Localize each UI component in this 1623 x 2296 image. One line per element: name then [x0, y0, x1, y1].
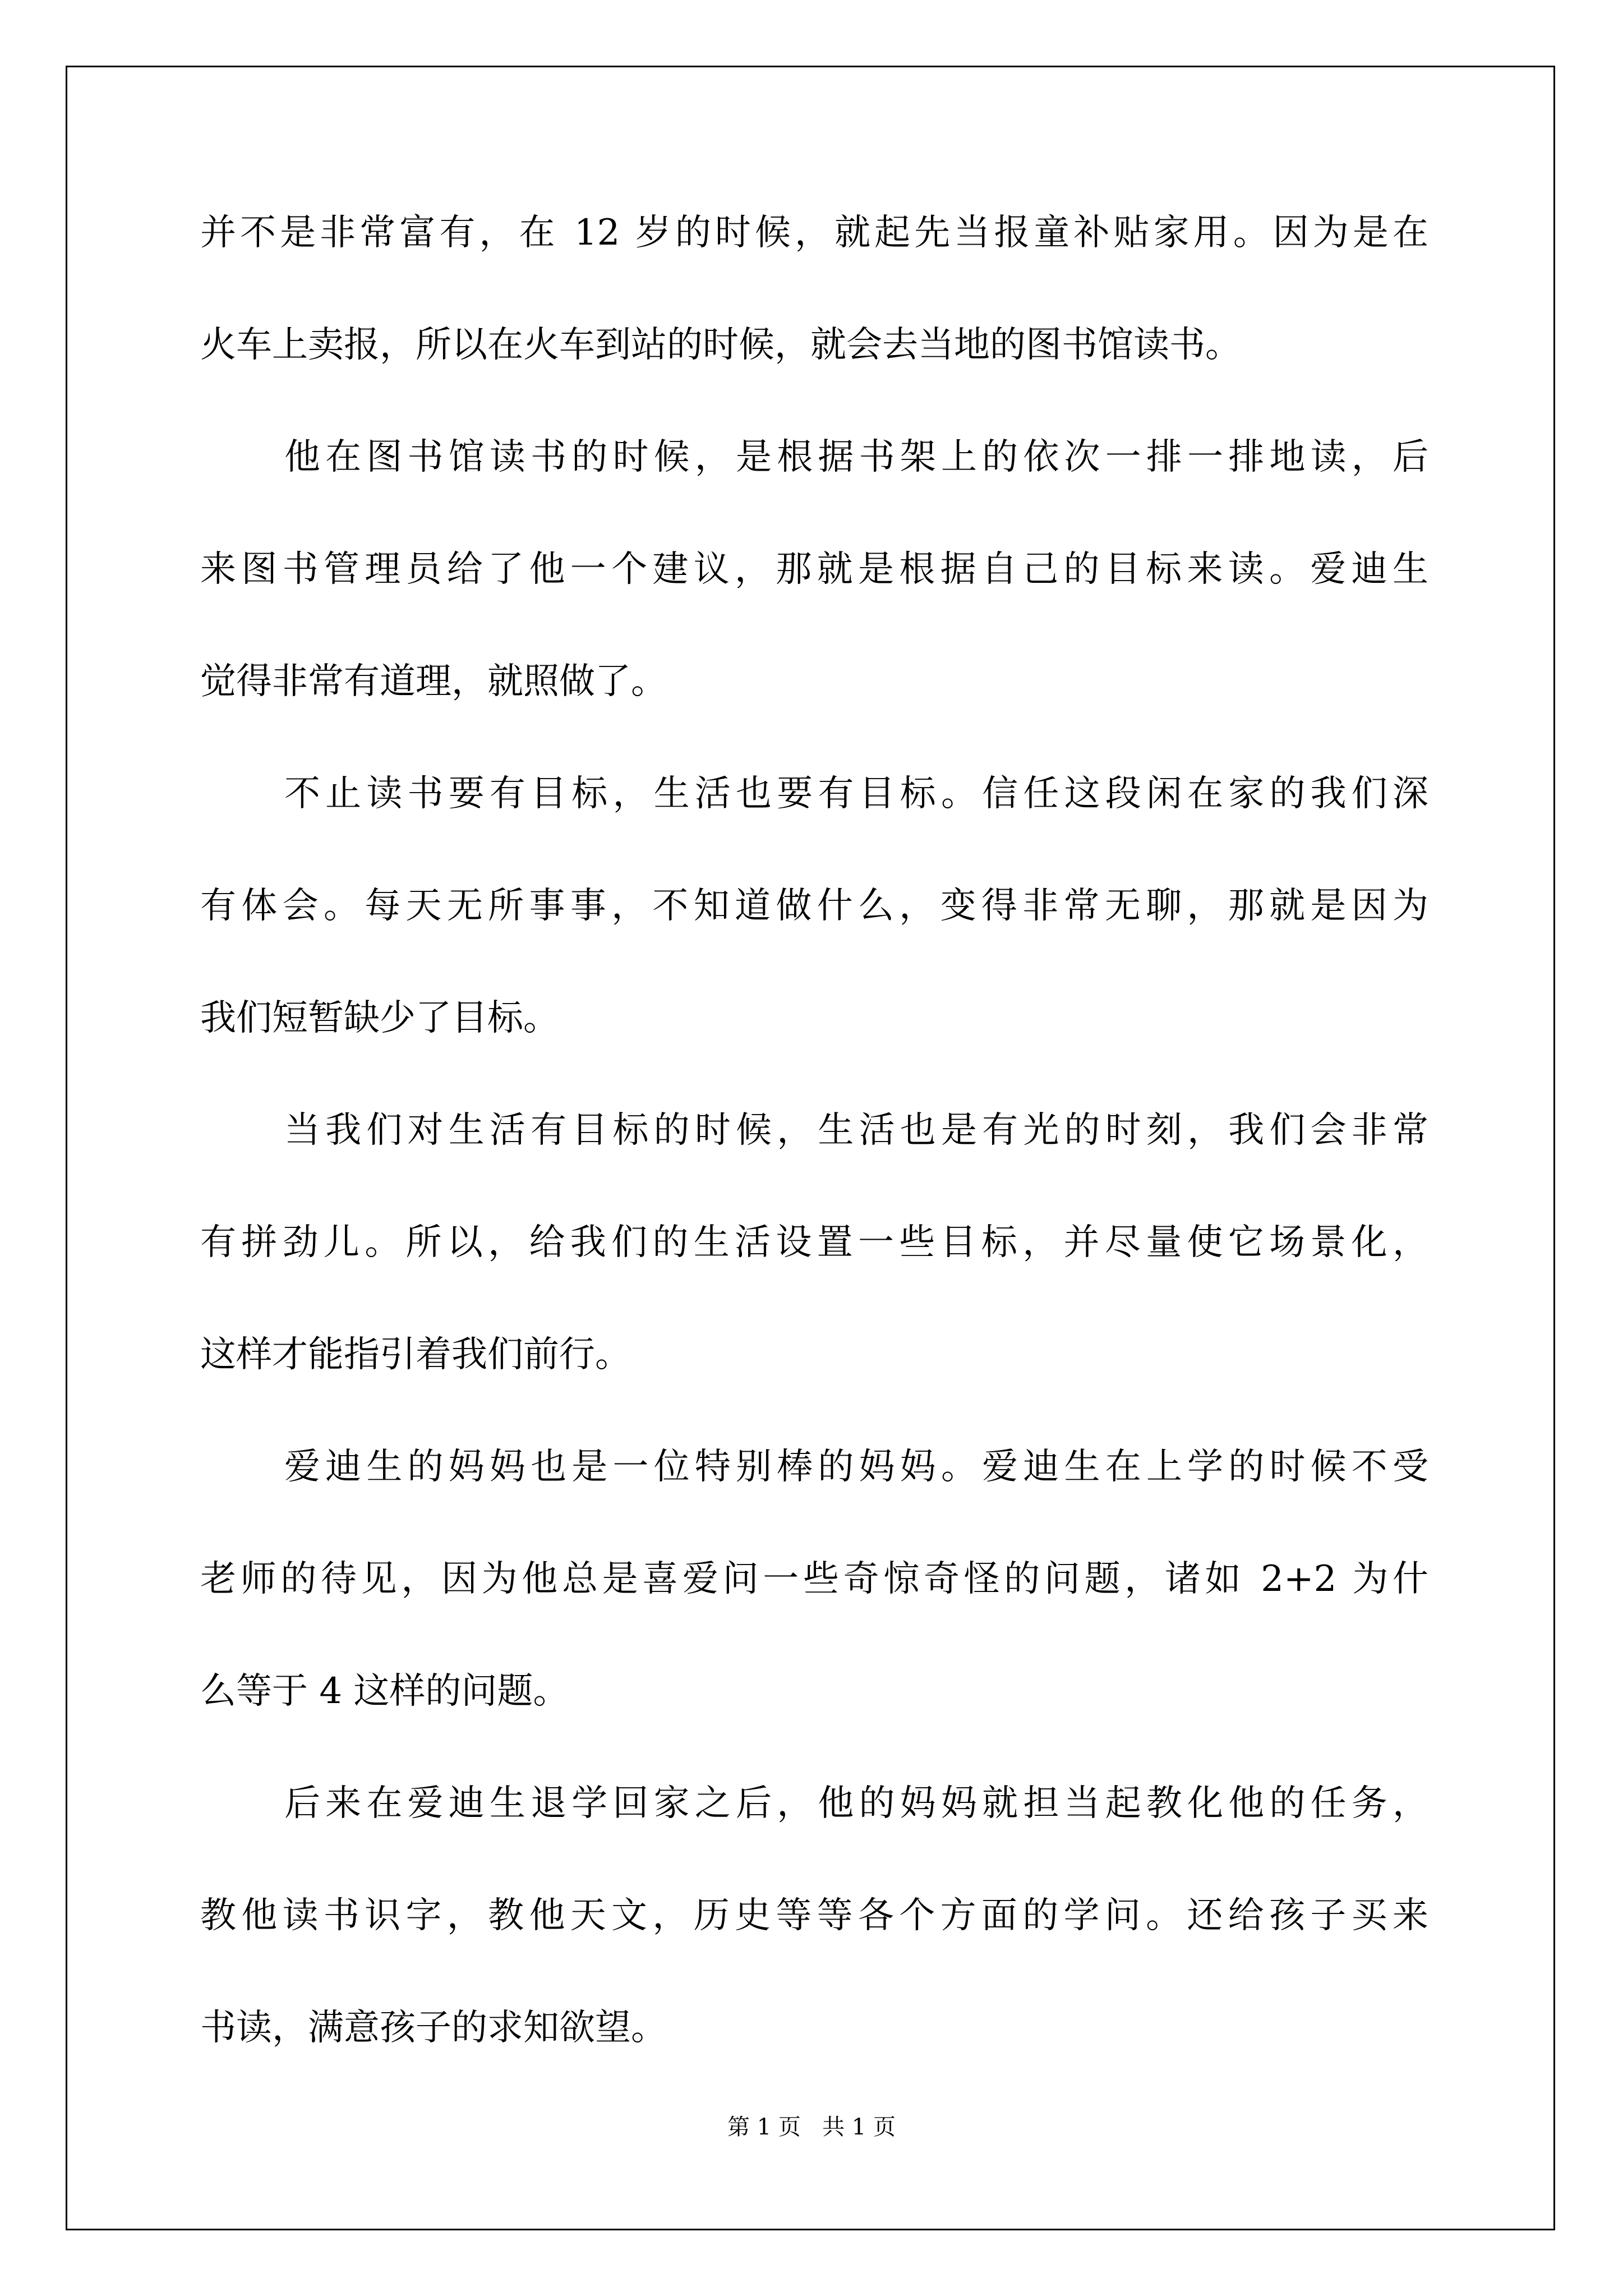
- text-line: 书读，满意孩子的求知欲望。: [200, 2007, 667, 2049]
- page-footer: 第 1 页 共 1 页: [727, 2114, 896, 2140]
- text-line: 老师的待见，因为他总是喜爱问一些奇惊奇怪的问题，诸如 2+2 为什: [200, 1558, 1428, 1600]
- text-line: 么等于 4 这样的问题。: [200, 1671, 569, 1712]
- text-line: 来图书管理员给了他一个建议，那就是根据自己的目标来读。爱迪生: [200, 549, 1428, 590]
- text-line: 他在图书馆读书的时候，是根据书架上的依次一排一排地读，后: [284, 436, 1428, 478]
- text-line: 有拼劲儿。所以，给我们的生活设置一些目标，并尽量使它场景化，: [200, 1222, 1428, 1263]
- text-line: 觉得非常有道理，就照做了。: [200, 661, 667, 702]
- text-line: 爱迪生的妈妈也是一位特别棒的妈妈。爱迪生在上学的时候不受: [284, 1446, 1428, 1488]
- text-line: 教他读书识字，教他天文，历史等等各个方面的学问。还给孩子买来: [200, 1895, 1428, 1936]
- text-line: 我们短暂缺少了目标。: [200, 997, 559, 1039]
- text-line: 并不是非常富有，在 12 岁的时候，就起先当报童补贴家用。因为是在: [200, 212, 1428, 254]
- text-line: 不止读书要有目标，生活也要有目标。信任这段闲在家的我们深: [284, 773, 1428, 815]
- text-line: 有体会。每天无所事事，不知道做什么，变得非常无聊，那就是因为: [200, 885, 1428, 927]
- text-line: 火车上卖报，所以在火车到站的时候，就会去当地的图书馆读书。: [200, 324, 1241, 366]
- text-line: 当我们对生活有目标的时候，生活也是有光的时刻，我们会非常: [284, 1110, 1428, 1151]
- text-line: 这样才能指引着我们前行。: [200, 1334, 631, 1375]
- text-line: 后来在爱迪生退学回家之后，他的妈妈就担当起教化他的任务，: [284, 1783, 1428, 1824]
